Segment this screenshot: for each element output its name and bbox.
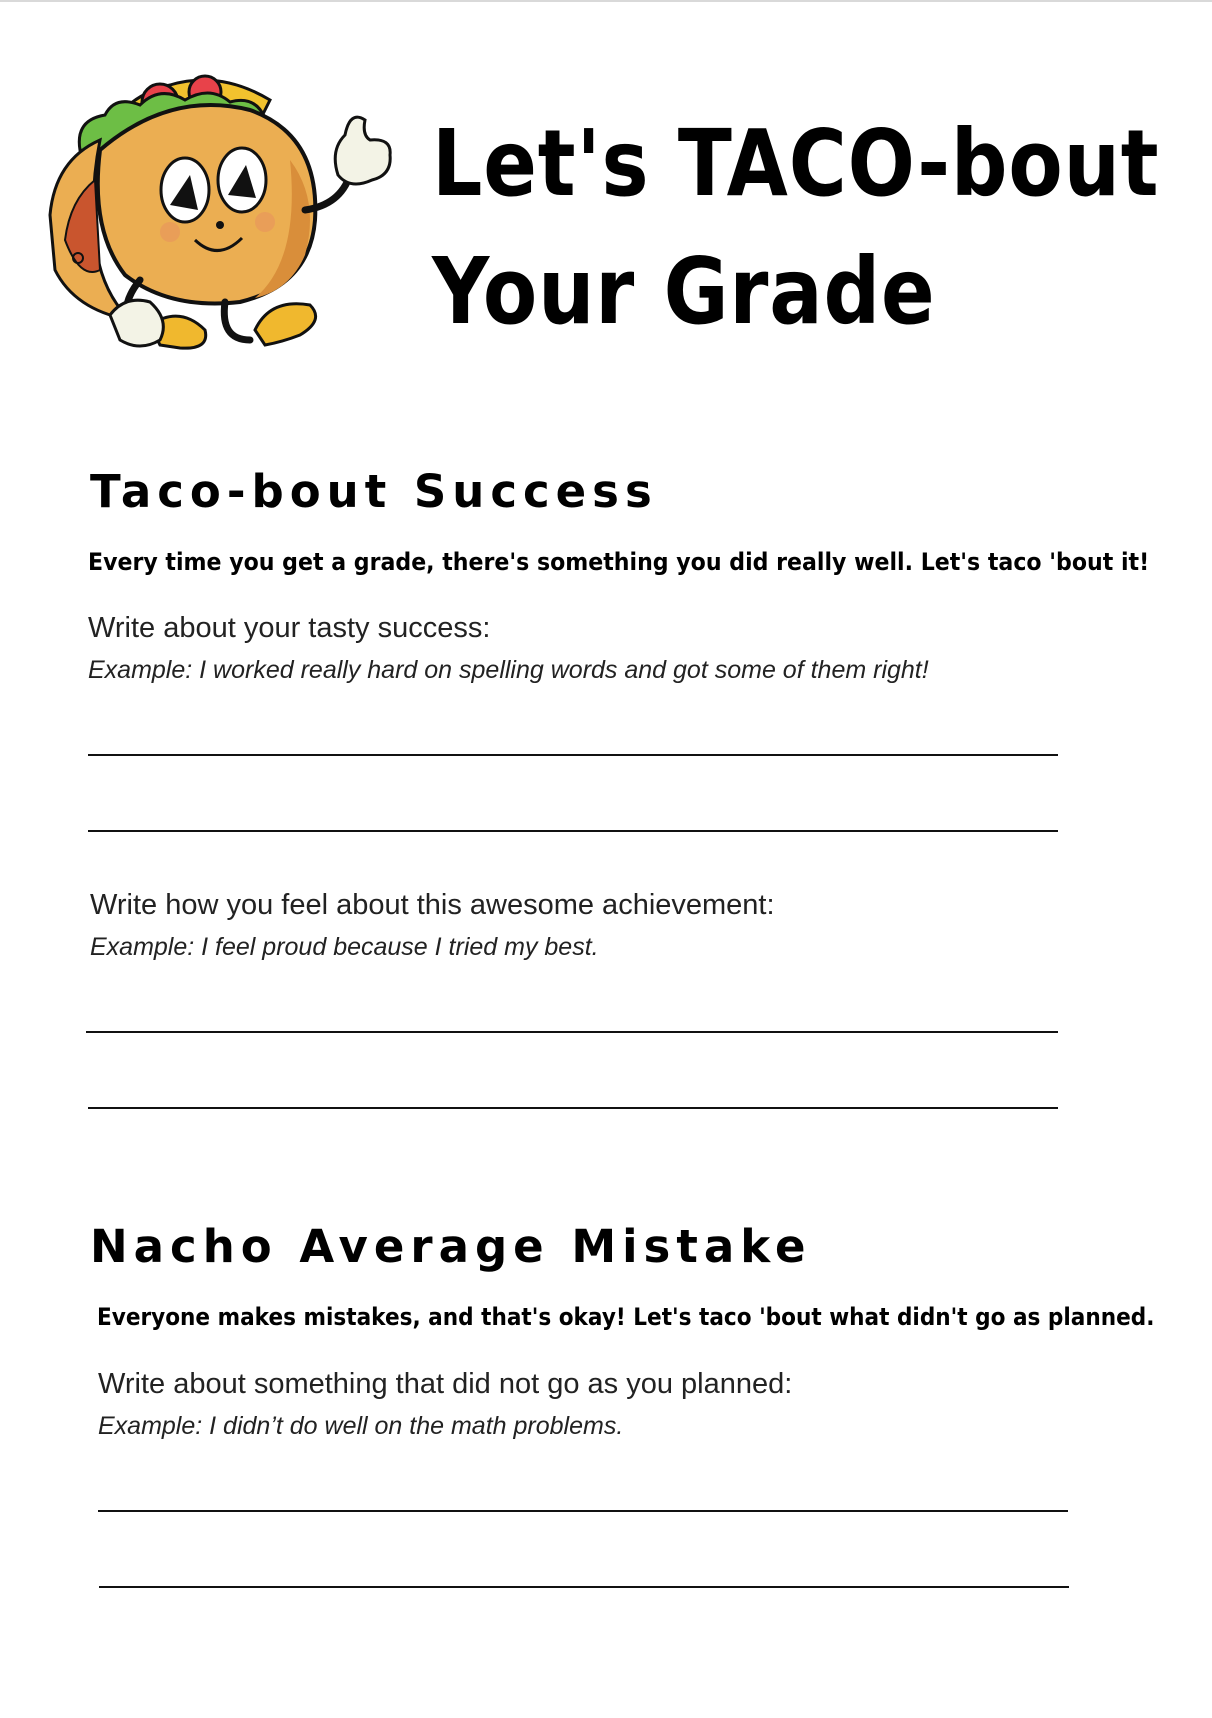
prompt-mistake-example: Example: I didn’t do well on the math problems.: [98, 1412, 624, 1440]
page-title: [432, 100, 1159, 356]
prompt-mistake-label: Write about something that did not go as you planned:: [98, 1368, 793, 1400]
prompt-success-example: Example: I worked really hard on spelling words and got some of them right!: [88, 656, 929, 684]
section-intro-success: Every time you get a grade, there's something you did really well. Let's taco 'bout it!: [88, 548, 1150, 576]
title-line-1: Let's TACO-bout: [432, 110, 1160, 217]
answer-line[interactable]: [98, 1510, 1068, 1512]
section-heading-mistake: Nacho Average Mistake: [90, 1220, 812, 1273]
prompt-success-label: Write about your tasty success:: [88, 612, 491, 644]
taco-mascot-icon: [20, 40, 440, 390]
page-top-border: [0, 0, 1212, 2]
section-intro-mistake: Everyone makes mistakes, and that's okay! Let's taco 'bout what didn't go as planned.: [97, 1303, 1155, 1331]
title-line-2: Your Grade: [432, 238, 936, 345]
prompt-feeling-label: Write how you feel about this awesome achievement:: [90, 889, 775, 921]
answer-line[interactable]: [88, 1107, 1058, 1109]
section-heading-success: Taco-bout Success: [90, 465, 658, 518]
answer-line[interactable]: [99, 1586, 1069, 1588]
answer-line[interactable]: [88, 830, 1058, 832]
prompt-feeling-example: Example: I feel proud because I tried my best.: [90, 933, 599, 961]
answer-line[interactable]: [86, 1031, 1058, 1033]
answer-line[interactable]: [88, 754, 1058, 756]
